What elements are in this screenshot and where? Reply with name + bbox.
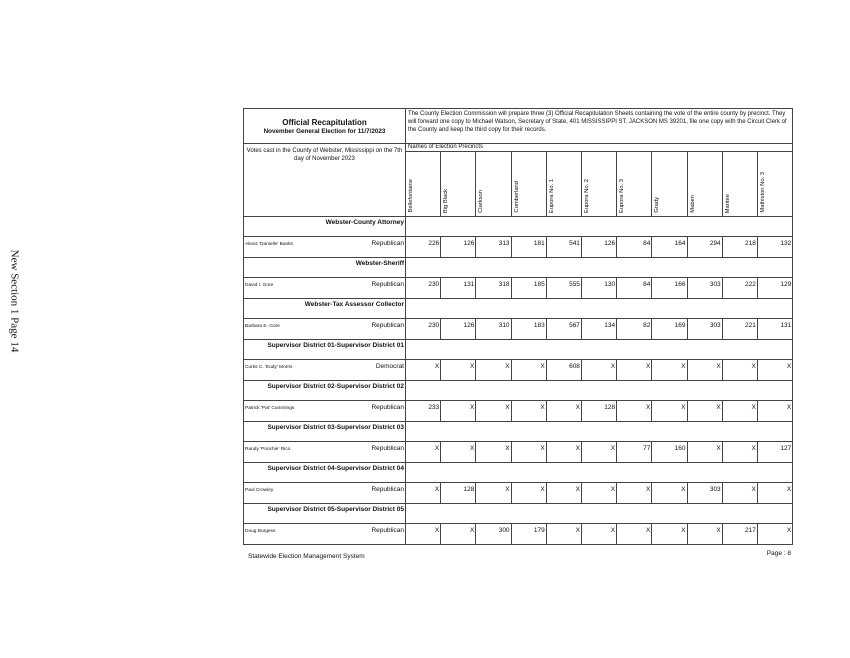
candidate-name: Curtis C. 'Eudy' Morris	[245, 365, 293, 370]
vote-count: 84	[617, 278, 652, 299]
candidate-info	[245, 240, 404, 248]
precincts-label: Names of Election Precincts	[406, 144, 793, 152]
candidate-row	[244, 278, 793, 299]
candidate-cell	[244, 483, 406, 504]
election-subtitle: November General Election for 11/7/2023	[263, 127, 386, 135]
vote-count: 130	[581, 278, 616, 299]
vote-count: X	[581, 442, 616, 463]
vote-count: X	[617, 401, 652, 422]
precinct-name: Bellefontaine	[408, 179, 414, 213]
race-blank	[406, 299, 793, 319]
vote-count: X	[757, 483, 792, 504]
vote-count: X	[406, 483, 441, 504]
vote-count: X	[406, 524, 441, 545]
vote-count: X	[652, 483, 687, 504]
candidate-info	[245, 527, 404, 535]
precinct-header	[511, 152, 546, 217]
candidate-name: Patrick 'Pat' Cummings	[245, 406, 295, 411]
vote-count: 183	[511, 319, 546, 340]
precinct-header	[406, 152, 441, 217]
race-blank	[406, 422, 793, 442]
vote-count: X	[617, 360, 652, 381]
vote-count: 300	[476, 524, 511, 545]
precinct-header	[476, 152, 511, 217]
candidate-name: Randy 'Poochie' Rico	[245, 447, 291, 452]
precinct-name: Maben	[689, 195, 696, 213]
vote-count: X	[617, 483, 652, 504]
race-name: Supervisor District 02-Supervisor District 02	[244, 381, 406, 401]
title-cell	[244, 109, 406, 144]
vote-count: 134	[581, 319, 616, 340]
candidate-info	[245, 281, 404, 289]
vote-count: 131	[441, 278, 476, 299]
vote-count: 181	[511, 237, 546, 258]
precinct-header	[652, 152, 687, 217]
precinct-label-row	[244, 144, 793, 152]
vote-count: 179	[511, 524, 546, 545]
race-header-row	[244, 504, 793, 524]
race-name: Supervisor District 05-Supervisor District 05	[244, 504, 406, 524]
footer-system: Statewide Election Management System	[248, 553, 365, 560]
vote-count: X	[546, 442, 581, 463]
header-row	[244, 109, 793, 144]
vote-count: 555	[546, 278, 581, 299]
precinct-header	[617, 152, 652, 217]
vote-count: X	[687, 442, 722, 463]
race-blank	[406, 258, 793, 278]
candidate-party: Republican	[371, 404, 404, 411]
vote-count: 608	[546, 360, 581, 381]
candidate-party: Republican	[371, 240, 404, 247]
vote-count: 313	[476, 237, 511, 258]
vote-count: 127	[757, 442, 792, 463]
candidate-row	[244, 401, 793, 422]
vote-count: 541	[546, 237, 581, 258]
vote-count: 303	[687, 319, 722, 340]
candidate-party: Republican	[371, 486, 404, 493]
vote-count: 294	[687, 237, 722, 258]
candidate-party: Republican	[371, 527, 404, 534]
vote-count: 131	[757, 319, 792, 340]
race-name: Webster-Sheriff	[244, 258, 406, 278]
vote-count: X	[757, 524, 792, 545]
race-name: Webster-County Attorney	[244, 217, 406, 237]
vote-count: X	[511, 442, 546, 463]
candidate-party: Democrat	[375, 363, 404, 370]
vote-count: X	[722, 360, 757, 381]
precinct-header	[722, 152, 757, 217]
vote-count: X	[511, 360, 546, 381]
vote-count: 185	[511, 278, 546, 299]
vote-count: X	[652, 360, 687, 381]
vote-count: X	[546, 524, 581, 545]
commission-notice: The County Election Commission will prepare three (3) Official Recapitulation Sheets containing the vote of the entire county by precinct. They will forward one copy to Michael Watson, Secretary of State, 401 MISSISSIPPI ST. JACKSON MS 39201, file one copy with the Circuit Clerk of the County and keep the third copy for their records.	[406, 109, 793, 144]
race-name: Supervisor District 04-Supervisor District 04	[244, 463, 406, 483]
votes-cast-label: Votes cast in the County of Webster, Mississippi on the 7th day of November 2023	[244, 144, 406, 217]
footer-bar	[243, 550, 792, 561]
precinct-header	[441, 152, 476, 217]
candidate-row	[244, 360, 793, 381]
candidate-name: David I. Gore	[245, 283, 274, 288]
vote-count: X	[722, 483, 757, 504]
race-header-row	[244, 463, 793, 483]
vote-count: 221	[722, 319, 757, 340]
precinct-name: Eupora No. 1	[548, 178, 555, 213]
vote-count: 82	[617, 319, 652, 340]
precinct-name: Eupora No. 3	[619, 178, 626, 213]
race-blank	[406, 381, 793, 401]
vote-count: 128	[441, 483, 476, 504]
vote-count: 218	[722, 237, 757, 258]
vote-count: X	[441, 360, 476, 381]
candidate-info	[245, 363, 404, 371]
race-header-row	[244, 381, 793, 401]
vote-count: X	[441, 524, 476, 545]
race-blank	[406, 217, 793, 237]
candidate-name: Barbara E. Gore	[245, 324, 280, 329]
candidate-cell	[244, 319, 406, 340]
vote-count: 567	[546, 319, 581, 340]
vote-count: 128	[581, 401, 616, 422]
vote-count: 318	[476, 278, 511, 299]
candidate-cell	[244, 524, 406, 545]
candidate-cell	[244, 442, 406, 463]
race-blank	[406, 463, 793, 483]
vote-count: 164	[652, 237, 687, 258]
precinct-name: Mathiston No. 3	[759, 172, 766, 213]
vote-count: X	[757, 401, 792, 422]
vote-count: X	[581, 483, 616, 504]
candidate-party: Republican	[371, 322, 404, 329]
race-name: Supervisor District 03-Supervisor District 03	[244, 422, 406, 442]
vote-count: 217	[722, 524, 757, 545]
vote-count: 132	[757, 237, 792, 258]
vote-count: 126	[441, 319, 476, 340]
precinct-name: Mantee	[724, 193, 731, 213]
candidate-info	[245, 445, 404, 453]
race-blank	[406, 340, 793, 360]
candidate-info	[245, 486, 404, 494]
precinct-name: Grady	[654, 197, 661, 213]
vote-count: 222	[722, 278, 757, 299]
vote-count: 226	[406, 237, 441, 258]
vote-count: 129	[757, 278, 792, 299]
vote-count: 126	[441, 237, 476, 258]
candidate-row	[244, 237, 793, 258]
candidate-party: Republican	[371, 445, 404, 452]
candidate-name: Doug Burgess	[245, 529, 276, 534]
candidate-cell	[244, 401, 406, 422]
candidate-cell	[244, 360, 406, 381]
vote-count: X	[581, 360, 616, 381]
vote-count: X	[652, 401, 687, 422]
vote-count: 303	[687, 278, 722, 299]
vote-count: 160	[652, 442, 687, 463]
candidate-cell	[244, 237, 406, 258]
vote-count: X	[476, 360, 511, 381]
race-header-row	[244, 299, 793, 319]
vote-count: 169	[652, 319, 687, 340]
vote-count: 166	[652, 278, 687, 299]
vote-count: 77	[617, 442, 652, 463]
candidate-info	[245, 322, 404, 330]
vote-count: X	[617, 524, 652, 545]
candidate-name: Alexis 'Danielle' Banks	[245, 242, 293, 247]
vote-count: X	[406, 360, 441, 381]
race-header-row	[244, 217, 793, 237]
candidate-row	[244, 442, 793, 463]
precinct-name: Eupora No. 2	[583, 178, 590, 213]
vote-count: X	[687, 360, 722, 381]
vote-count: X	[476, 401, 511, 422]
vote-count: X	[476, 483, 511, 504]
side-page-note: New Section 1 Page 14	[8, 249, 21, 353]
precinct-header	[546, 152, 581, 217]
candidate-row	[244, 319, 793, 340]
candidate-party: Republican	[371, 281, 404, 288]
precinct-header	[687, 152, 722, 217]
vote-count: 233	[406, 401, 441, 422]
race-name: Webster-Tax Assessor Collector	[244, 299, 406, 319]
race-header-row	[244, 340, 793, 360]
vote-count: X	[722, 401, 757, 422]
candidate-row	[244, 524, 793, 545]
recap-sheet	[243, 108, 792, 561]
vote-count: X	[546, 483, 581, 504]
vote-count: X	[652, 524, 687, 545]
vote-count: X	[722, 442, 757, 463]
vote-count: X	[476, 442, 511, 463]
candidate-cell	[244, 278, 406, 299]
vote-count: 84	[617, 237, 652, 258]
recap-table	[243, 108, 793, 545]
vote-count: X	[511, 483, 546, 504]
precinct-name: Clarkson	[478, 190, 485, 213]
candidate-row	[244, 483, 793, 504]
vote-count: X	[757, 360, 792, 381]
precinct-header	[757, 152, 792, 217]
vote-count: X	[687, 524, 722, 545]
vote-count: X	[687, 401, 722, 422]
page-number: Page : 8	[766, 550, 791, 557]
document-title: Official Recapitulation	[282, 117, 367, 127]
vote-count: 310	[476, 319, 511, 340]
precinct-name: Cumberland	[513, 181, 520, 213]
race-header-row	[244, 422, 793, 442]
race-header-row	[244, 258, 793, 278]
race-name: Supervisor District 01-Supervisor District 01	[244, 340, 406, 360]
vote-count: X	[546, 401, 581, 422]
vote-count: X	[441, 442, 476, 463]
precinct-name: Big Black	[443, 188, 450, 213]
vote-count: X	[581, 524, 616, 545]
precinct-header	[581, 152, 616, 217]
vote-count: X	[511, 401, 546, 422]
candidate-name: Paul Crowley	[245, 488, 274, 493]
vote-count: 230	[406, 319, 441, 340]
vote-count: 126	[581, 237, 616, 258]
candidate-info	[245, 404, 404, 412]
vote-count: X	[406, 442, 441, 463]
vote-count: 303	[687, 483, 722, 504]
vote-count: 230	[406, 278, 441, 299]
race-blank	[406, 504, 793, 524]
vote-count: X	[441, 401, 476, 422]
